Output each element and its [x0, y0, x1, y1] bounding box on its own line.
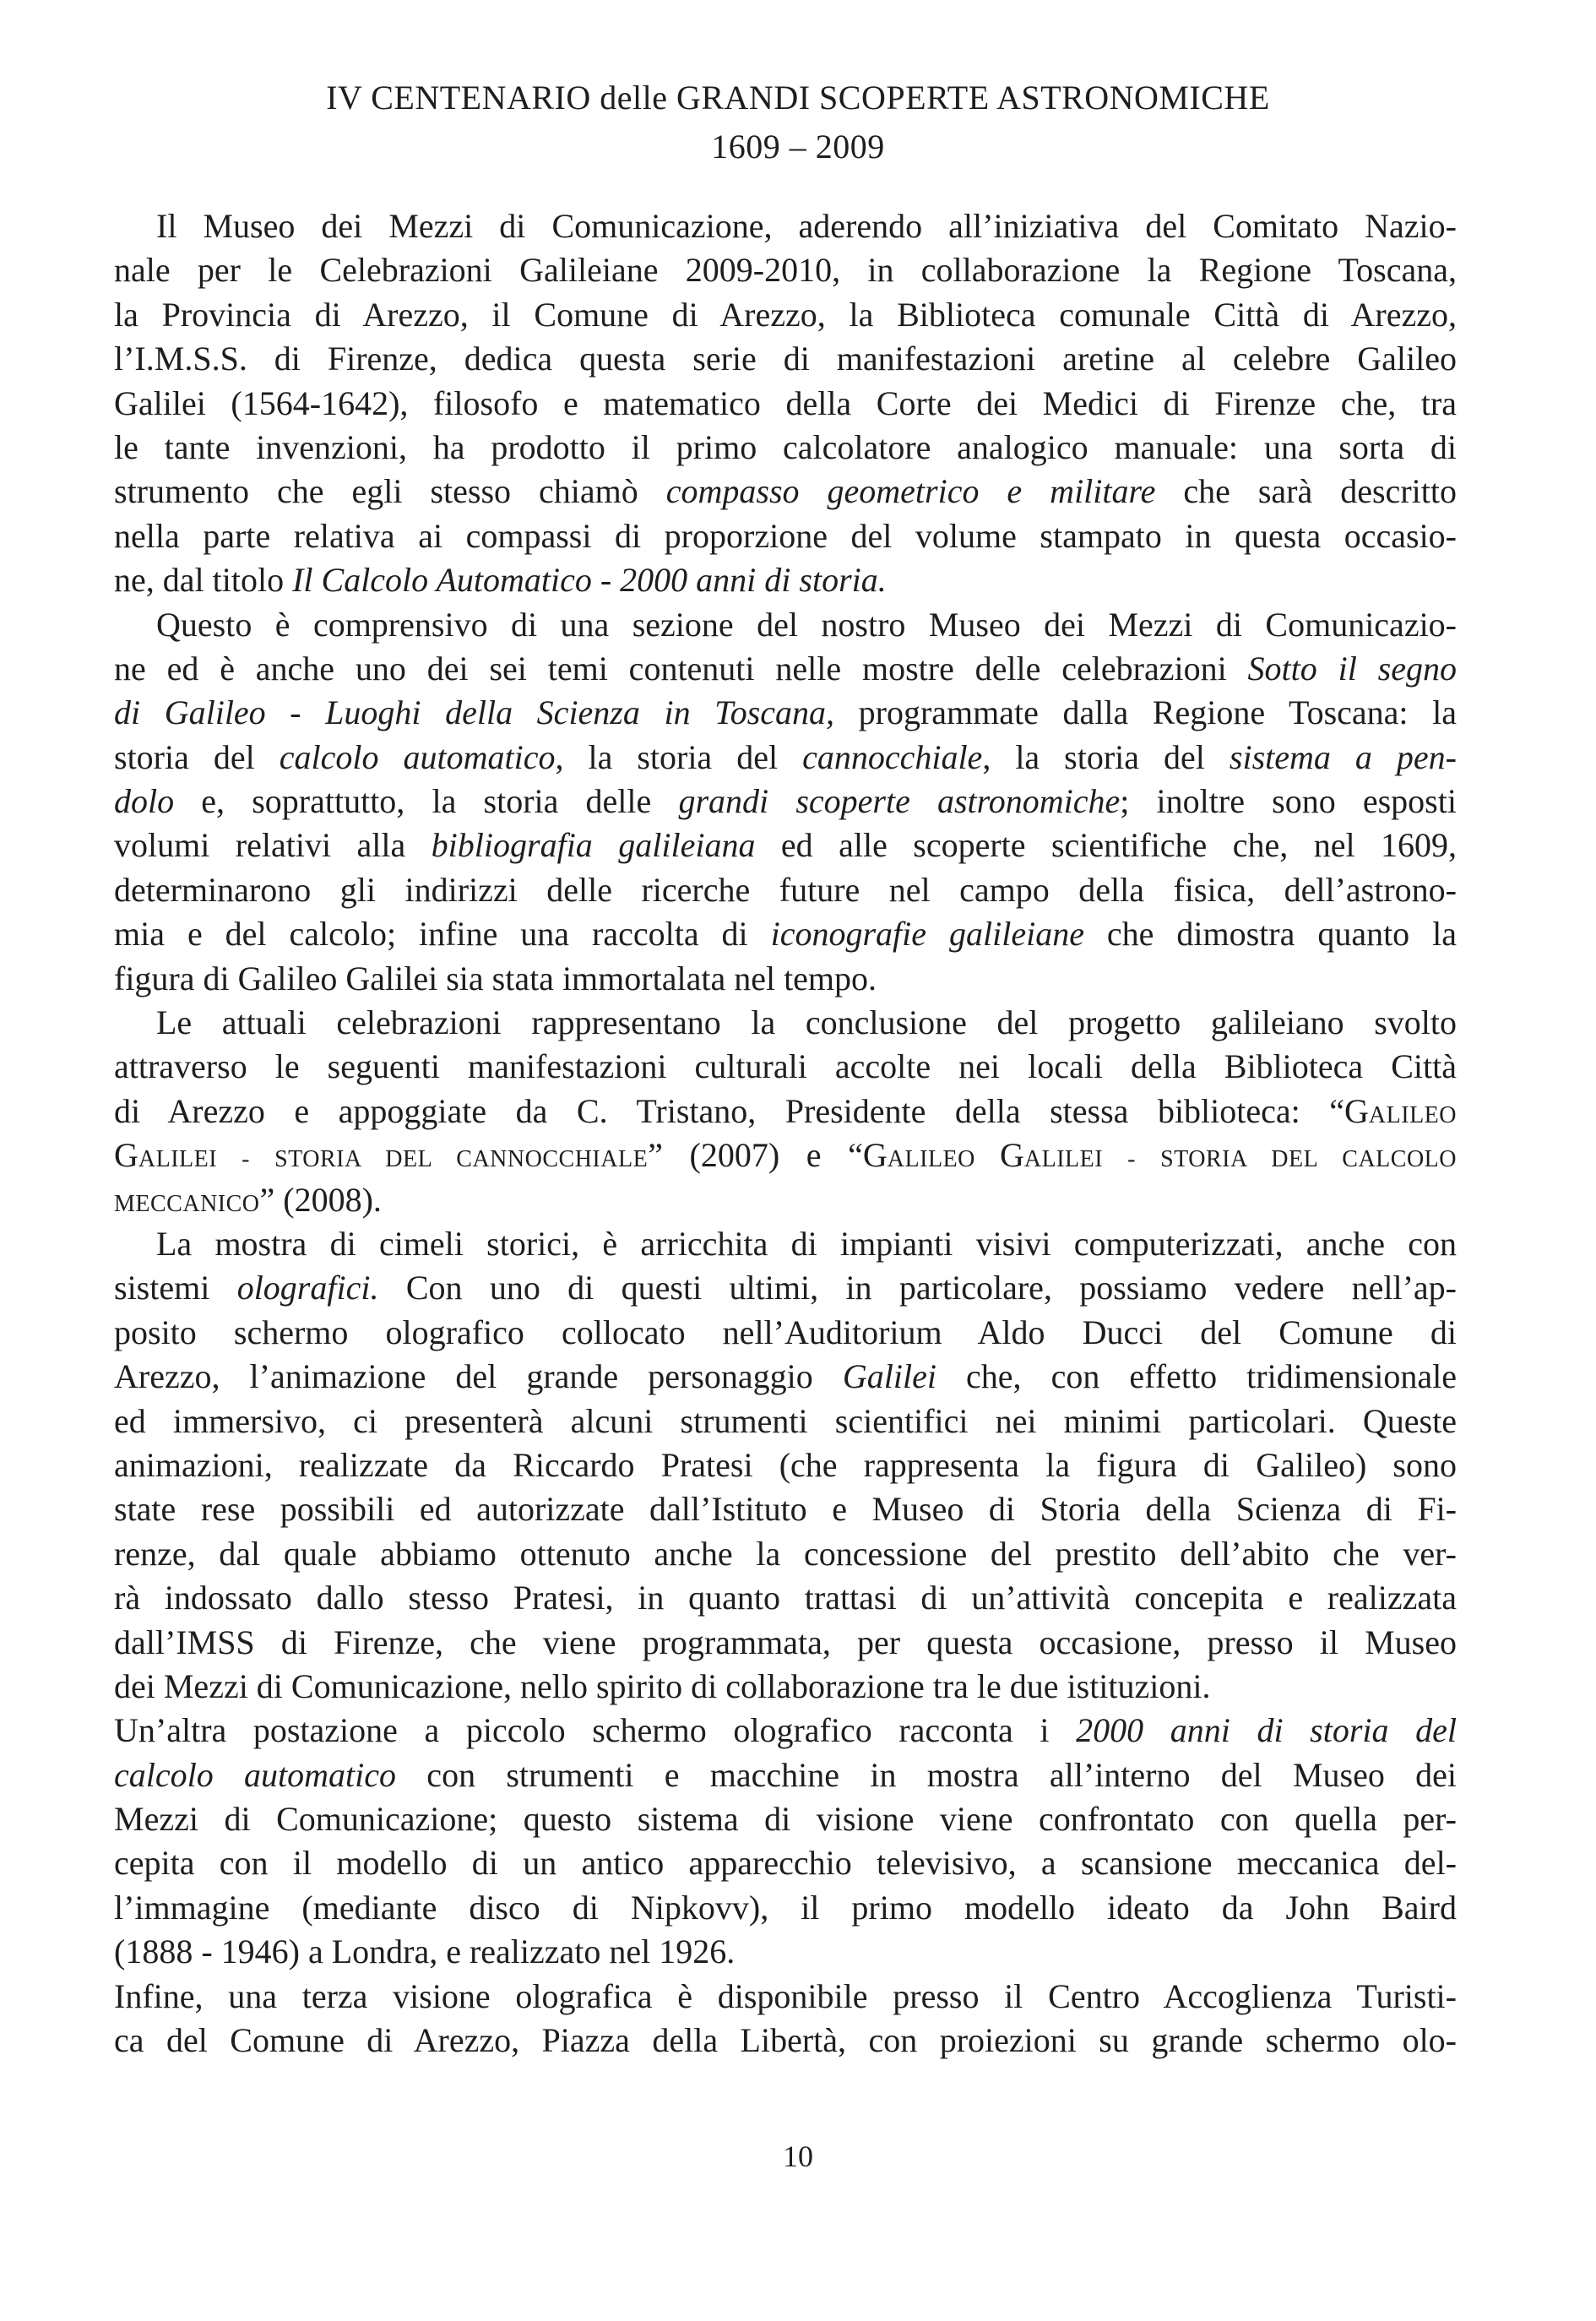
text-line: figura di Galileo Galilei sia stata immortalata nel tempo. [114, 959, 877, 997]
text-line [114, 691, 1457, 735]
text-run: e, soprattutto, la storia delle [174, 782, 679, 821]
text-line: l’immagine (mediante disco di Nipkovv), il primo modello ideato da John Baird [114, 1888, 1457, 1927]
italic-term: grandi scoperte astronomiche [678, 782, 1121, 821]
text-line: dall’IMSS di Firenze, che viene programmata, per questa occasione, presso il Museo [114, 1623, 1457, 1661]
text-line: le tante invenzioni, ha prodotto il primo calcolatore analogico manuale: una sorta di [114, 427, 1457, 466]
small-caps-text: ALILEO [887, 1146, 1000, 1173]
text-run: con strumenti e macchine in mostra all’interno del Museo dei [396, 1755, 1458, 1794]
text-run: , la storia del [982, 737, 1230, 776]
small-caps-text: ALILEI - STORIA DEL CANNOCCHIALE [138, 1146, 649, 1173]
paragraph-1 [114, 204, 1457, 603]
small-caps-initial: G [1344, 1091, 1369, 1130]
text-line [114, 1709, 1457, 1753]
italic-term: dolo [114, 782, 175, 821]
italic-title: calcolo automatico [114, 1755, 397, 1794]
page-number: 10 [783, 2139, 813, 2173]
body-text [114, 204, 1457, 2063]
text-line: l’I.M.S.S. di Firenze, dedica questa serie di manifestazioni aretine al celebre Galileo [114, 340, 1457, 378]
text-run: strumento che egli stesso chiamò [114, 472, 666, 511]
text-line [114, 1133, 1457, 1177]
italic-term: bibliografia galileiana [431, 826, 756, 865]
text-line [114, 470, 1457, 514]
text-line: nale per le Celebrazioni Galileiane 2009-2010, in collaborazione la Regione Toscana, [114, 251, 1457, 290]
text-line [114, 912, 1457, 956]
text-run: che sarà descritto [1155, 472, 1457, 511]
text-run: sistemi [114, 1269, 237, 1307]
italic-term: sistema a pen- [1229, 737, 1457, 776]
text-line [114, 736, 1457, 780]
text-line: renze, dal quale abbiamo ottenuto anche la concessione del prestito dell’abito che ver- [114, 1534, 1457, 1573]
text-line [114, 1266, 1457, 1310]
text-line: animazioni, realizzate da Riccardo Pratesi (che rappresenta la figura di Galileo) sono [114, 1445, 1457, 1484]
paragraph-6 [114, 1975, 1457, 2063]
text-run: ” (2007) e “ [648, 1136, 863, 1175]
paragraph-5 [114, 1709, 1457, 1974]
text-run: ed alle scoperte scientifiche che, nel 1609, [755, 826, 1457, 865]
small-caps-initial: G [862, 1136, 888, 1175]
text-run: ; inoltre sono esposti [1120, 782, 1457, 821]
text-run: Arezzo, l’animazione del grande personaggio [114, 1357, 843, 1396]
text-line: ed immersivo, ci presenterà alcuni strumenti scientifici nei minimi particolari. Queste [114, 1401, 1457, 1440]
italic-term: Galilei [842, 1357, 936, 1396]
italic-term: cannocchiale [802, 737, 983, 776]
text-line [114, 823, 1457, 867]
italic-term: calcolo automatico [279, 737, 556, 776]
text-line [114, 1355, 1457, 1399]
small-caps-text: ALILEO [1368, 1101, 1457, 1128]
italic-title: di Galileo - Luoghi della Scienza in Toscana, [114, 693, 835, 732]
text-line: rà indossato dallo stesso Pratesi, in quanto trattasi di un’attività concepita e realizzata [114, 1579, 1457, 1617]
text-line: la Provincia di Arezzo, il Comune di Arezzo, la Biblioteca comunale Città di Arezzo, [114, 295, 1457, 334]
small-caps-initial: G [999, 1136, 1024, 1175]
text-run: ne ed è anche uno dei sei temi contenuti nelle mostre delle celebrazioni [114, 649, 1248, 688]
page-title: IV CENTENARIO delle GRANDI SCOPERTE ASTRONOMICHE [326, 79, 1270, 117]
text-run: Con uno di questi ultimi, in particolare, possiamo vedere nell’ap- [378, 1269, 1457, 1307]
italic-title: 2000 anni di storia del [1076, 1711, 1458, 1750]
text-run: , la storia del [555, 737, 803, 776]
text-line: attraverso le seguenti manifestazioni culturali accolte nei locali della Biblioteca Città [114, 1047, 1457, 1086]
text-run: ne, dal titolo [114, 561, 293, 600]
italic-title: Il Calcolo Automatico - 2000 anni di storia. [292, 561, 887, 600]
italic-term: iconografie galileiane [770, 915, 1084, 954]
text-run: volumi relativi alla [114, 826, 432, 865]
small-caps-initial: G [114, 1136, 138, 1175]
text-run: ” (2008). [259, 1180, 382, 1219]
text-run: di Arezzo e appoggiate da C. Tristano, Presidente della stessa biblioteca: “ [114, 1091, 1345, 1130]
text-line: dei Mezzi di Comunicazione, nello spirito di collaborazione tra le due istituzioni. [114, 1666, 1211, 1705]
paragraph-3 [114, 1001, 1457, 1222]
paragraph-2 [114, 603, 1457, 1002]
text-line: posito schermo olografico collocato nell’Auditorium Aldo Ducci del Comune di [114, 1313, 1457, 1351]
text-line [114, 780, 1457, 823]
text-run: che dimostra quanto la [1083, 915, 1458, 954]
text-line: Infine, una terza visione olografica è disponibile presso il Centro Accoglienza Turisti- [114, 1976, 1457, 2015]
text-line [114, 1178, 1457, 1222]
small-caps-text: MECCANICO [114, 1190, 260, 1217]
text-run: che, con effetto tridimensionale [936, 1357, 1457, 1396]
paragraph-4 [114, 1222, 1457, 1709]
small-caps-text: ALILEI - STORIA DEL CALCOLO [1023, 1146, 1457, 1173]
text-run: programmate dalla Regione Toscana: la [834, 693, 1457, 732]
text-line: cepita con il modello di un antico apparecchio televisivo, a scansione meccanica del- [114, 1844, 1457, 1883]
text-line: Mezzi di Comunicazione; questo sistema di visione viene confrontato con quella per- [114, 1800, 1457, 1839]
text-line [114, 558, 1457, 602]
text-line: state rese possibili ed autorizzate dall’Istituto e Museo di Storia della Scienza di Fi- [114, 1490, 1457, 1529]
italic-term: compasso geometrico e militare [665, 472, 1156, 511]
text-line: determinarono gli indirizzi delle ricerche future nel campo della fisica, dell’astrono- [114, 870, 1457, 909]
italic-term: olografici. [236, 1269, 379, 1307]
italic-title: Sotto il segno [1247, 649, 1457, 688]
text-line [114, 1753, 1457, 1797]
page-subtitle-years: 1609 – 2009 [711, 128, 885, 166]
text-line: Le attuali celebrazioni rappresentano la conclusione del progetto galileiano svolto [156, 1003, 1457, 1042]
text-line: La mostra di cimeli storici, è arricchita di impianti visivi computerizzati, anche con [156, 1224, 1457, 1263]
text-line: Questo è comprensivo di una sezione del nostro Museo dei Mezzi di Comunicazio- [156, 605, 1457, 644]
text-run: storia del [114, 737, 280, 776]
text-run: mia e del calcolo; infine una raccolta di [114, 915, 771, 954]
text-line: nella parte relativa ai compassi di proporzione del volume stampato in questa occasio- [114, 516, 1457, 555]
text-line: Il Museo dei Mezzi di Comunicazione, aderendo all’iniziativa del Comitato Nazio- [156, 207, 1457, 245]
text-line [114, 647, 1457, 691]
text-run: Un’altra postazione a piccolo schermo olografico racconta i [114, 1711, 1077, 1750]
text-line [114, 1090, 1457, 1133]
text-line: (1888 - 1946) a Londra, e realizzato nel 1926. [114, 1932, 736, 1971]
text-line: ca del Comune di Arezzo, Piazza della Libertà, con proiezioni su grande schermo olo- [114, 2021, 1457, 2060]
text-line: Galilei (1564-1642), filosofo e matematico della Corte dei Medici di Firenze che, tra [114, 383, 1457, 422]
